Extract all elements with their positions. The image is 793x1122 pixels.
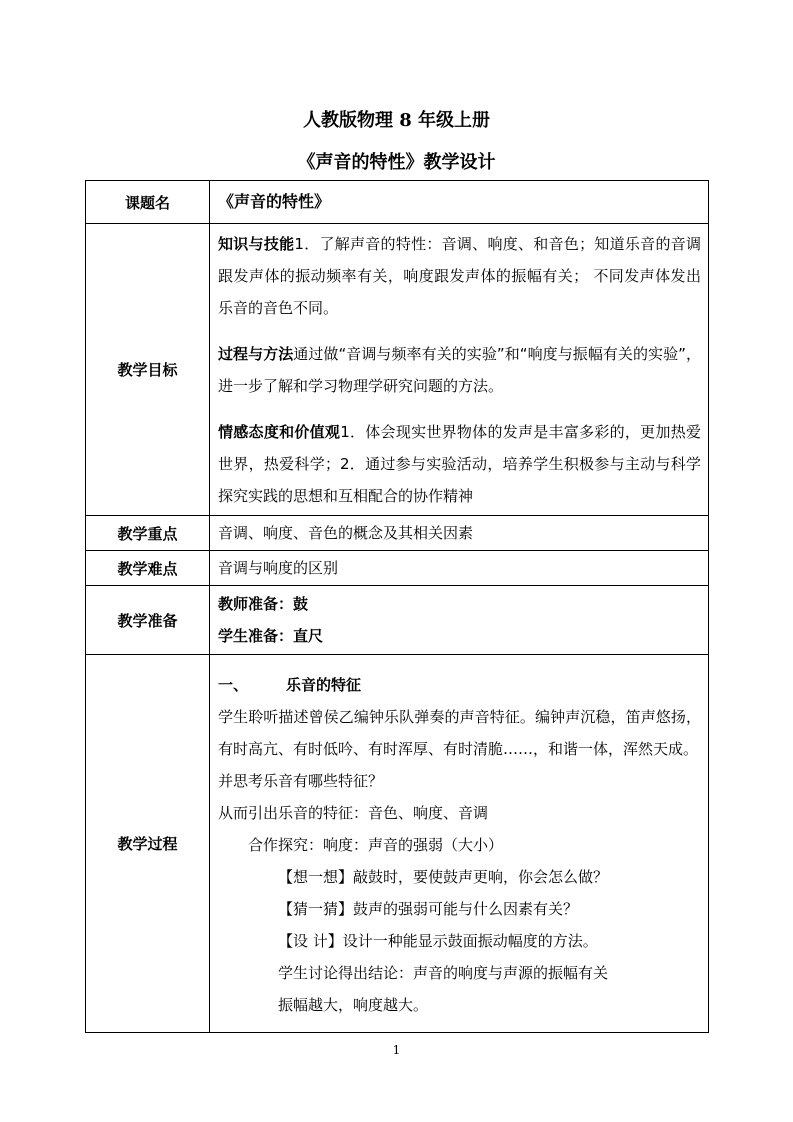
teacher-preparation: 教师准备：鼓 bbox=[218, 595, 309, 613]
process-paragraph: 合作探究：响度：声音的强弱（大小） bbox=[248, 836, 504, 854]
preparation-label: 教学准备 bbox=[86, 586, 210, 655]
table-row bbox=[86, 516, 709, 551]
goal-process-head: 过程与方法 bbox=[218, 344, 294, 363]
table-row bbox=[86, 655, 709, 1033]
document-subtitle: 《声音的特性》教学设计 bbox=[297, 152, 496, 173]
process-paragraph: 学生聆听描述曾侯乙编钟乐队弹奏的声音特征。编钟声沉稳，笛声悠扬，有时高亢、有时低吟、有时浑厚、有时清脆……，和谐一体，浑然天成。 bbox=[218, 708, 701, 758]
process-paragraph: 【猜一猜】鼓声的强弱可能与什么因素有关？ bbox=[278, 900, 579, 918]
key-points-value: 音调、响度、音色的概念及其相关因素 bbox=[210, 516, 709, 551]
goal-emotion-head: 情感态度和价值观 bbox=[218, 422, 341, 441]
goals-label: 教学目标 bbox=[86, 224, 210, 516]
process-paragraph: 学生讨论得出结论：声音的响度与声源的振幅有关 bbox=[278, 964, 609, 982]
process-paragraph: 【设 计】设计一种能显示鼓面振动幅度的方法。 bbox=[278, 932, 598, 950]
goal-emotion-text: 1．体会现实世界物体的发声是丰富多彩的，更加热爱世界，热爱科学；2．通过参与实验活动，培养学生积极参与主动与科学探究实践的思想和互相配合的协作精神 bbox=[218, 422, 701, 505]
process-paragraph: 并思考乐音有哪些特征？ bbox=[218, 772, 384, 790]
difficulties-value: 音调与响度的区别 bbox=[210, 551, 709, 586]
goal-knowledge bbox=[218, 228, 701, 324]
difficulties-label: 教学难点 bbox=[86, 551, 210, 586]
goal-knowledge-text: 1．了解声音的特性：音调、响度、和音色；知道乐音的音调跟发声体的振动频率有关，响度跟发声体的振幅有关； 不同发声体发出乐音的音色不同。 bbox=[218, 234, 701, 317]
page-number: 1 bbox=[392, 1043, 401, 1057]
topic-value: 《声音的特性》 bbox=[210, 181, 709, 224]
student-preparation: 学生准备：直尺 bbox=[218, 627, 324, 645]
process-label: 教学过程 bbox=[86, 655, 210, 1033]
process-paragraph: 振幅越大，响度越大。 bbox=[278, 996, 429, 1014]
goal-process bbox=[218, 338, 701, 402]
table-row bbox=[86, 181, 709, 224]
goal-emotion bbox=[218, 416, 701, 512]
table-row bbox=[86, 551, 709, 586]
process-paragraph: 从而引出乐音的特征：音色、响度、音调 bbox=[218, 804, 489, 822]
section-title: 乐音的特征 bbox=[286, 676, 362, 694]
topic-label: 课题名 bbox=[86, 181, 210, 224]
goal-process-text: 通过做“音调与频率有关的实验”和“响度与振幅有关的实验”，进一步了解和学习物理学研究问题的方法。 bbox=[218, 344, 701, 395]
goal-knowledge-head: 知识与技能 bbox=[218, 234, 295, 253]
key-points-label: 教学重点 bbox=[86, 516, 210, 551]
lesson-plan-table bbox=[85, 180, 709, 1033]
table-row bbox=[86, 586, 709, 655]
preparation-cell bbox=[210, 586, 709, 655]
process-cell bbox=[210, 655, 709, 1033]
process-paragraph: 【想一想】敲鼓时，要使鼓声更响，你会怎么做？ bbox=[278, 868, 609, 886]
section-number: 一、 bbox=[218, 676, 249, 694]
document-title: 人教版物理 8 年级上册 bbox=[302, 110, 491, 131]
table-row bbox=[86, 224, 709, 516]
goals-cell bbox=[210, 224, 709, 516]
process-section-heading bbox=[218, 669, 701, 701]
